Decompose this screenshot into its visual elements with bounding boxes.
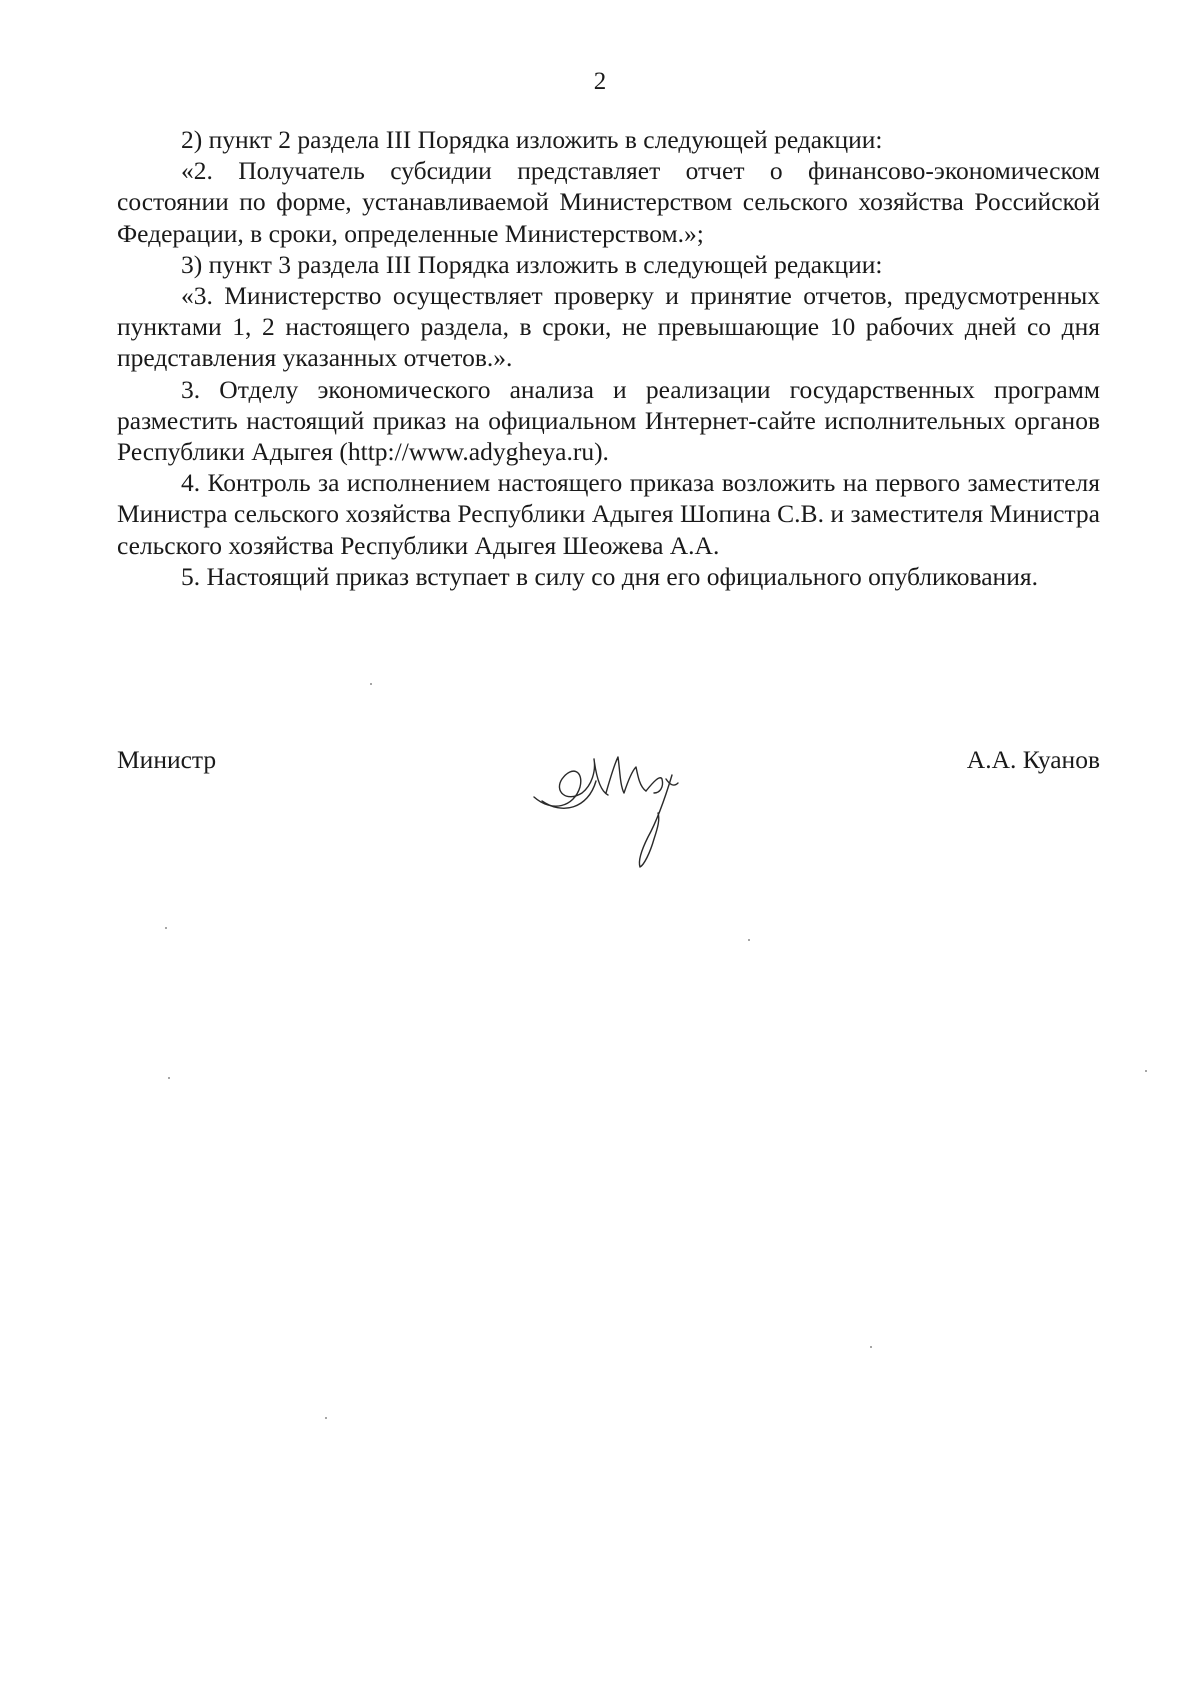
scan-speck [1145, 1070, 1147, 1072]
paragraph-amend-point-2-text: «2. Получатель субсидии представляет отчет о финансово-экономическом состоянии по форме, устанавливаемой Министерством сельского хозяйства Российской Федерации, в сроки, определенные Министерством.»; [117, 156, 1100, 248]
page-number: 2 [593, 68, 607, 95]
scan-speck [870, 1346, 872, 1348]
scan-speck [168, 1077, 170, 1079]
handwritten-signature [522, 735, 712, 875]
signatory-name: А.А. Куанов [966, 745, 1100, 774]
scan-speck [325, 1417, 327, 1419]
document-body [117, 124, 1100, 592]
paragraph-item-4: 4. Контроль за исполнением настоящего приказа возложить на первого заместителя Министра сельского хозяйства Республики Адыгея Шопина С.В. и заместителя Министра сельского хозяйства Республики Адыгея Шеожева А.А. [117, 468, 1100, 560]
signatory-title: Министр [117, 745, 217, 774]
paragraph-amend-point-3-intro: 3) пункт 3 раздела III Порядка изложить в следующей редакции: [181, 249, 883, 279]
signature-block [117, 735, 1100, 875]
paragraph-item-5: 5. Настоящий приказ вступает в силу со дня его официального опубликования. [181, 561, 1038, 591]
scan-speck [370, 683, 372, 685]
scan-speck [165, 927, 167, 929]
paragraph-amend-point-3-text: «3. Министерство осуществляет проверку и принятие отчетов, предусмотренных пунктами 1, 2 настоящего раздела, в сроки, не превышающие 10 рабочих дней со дня представления указанных отчетов.». [117, 281, 1100, 373]
paragraph-amend-point-2-intro: 2) пункт 2 раздела III Порядка изложить в следующей редакции: [181, 125, 883, 154]
scan-speck [748, 939, 750, 941]
paragraph-item-3: 3. Отделу экономического анализа и реализации государственных программ разместить настоящий приказ на официальном Интернет-сайте исполнительных органов Республики Адыгея (http://www.adygheya.ru). [117, 374, 1100, 467]
